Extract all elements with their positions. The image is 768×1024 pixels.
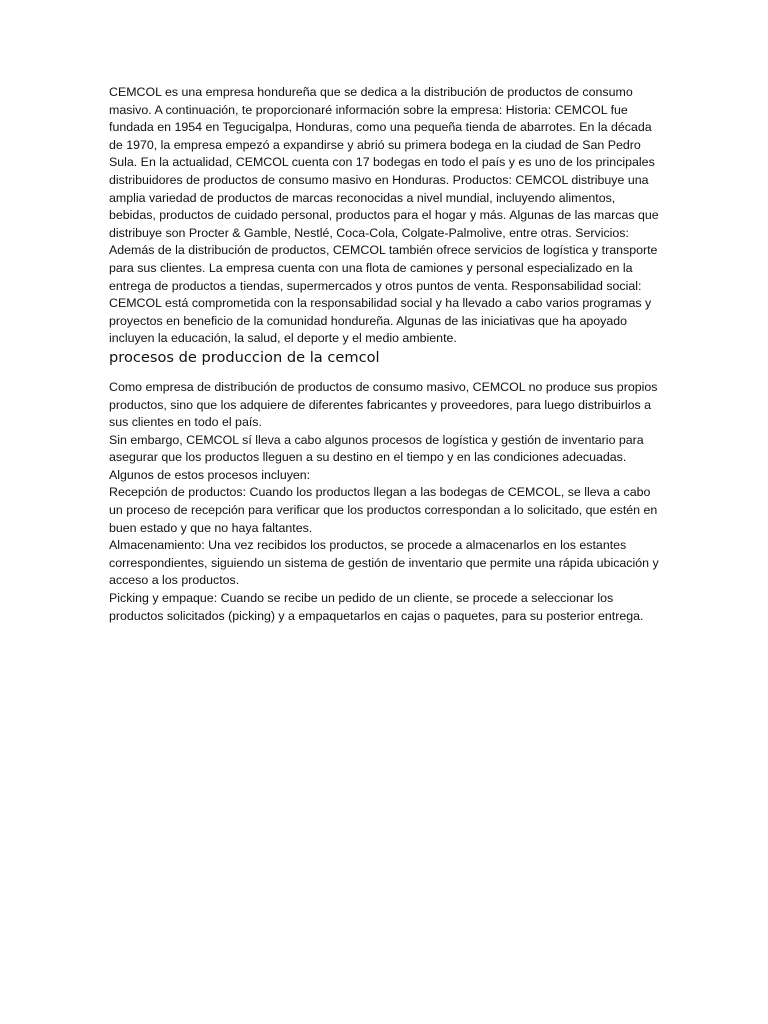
section-heading: procesos de produccion de la cemcol (109, 348, 380, 366)
paragraph-overview: Como empresa de distribución de productos de consumo masivo, CEMCOL no produce sus propios productos, sino que los adquiere de diferentes fabricantes y proveedores, para luego distribuirlos a sus clientes en todo el país. (109, 379, 658, 430)
paragraph-reception: Recepción de productos: Cuando los productos llegan a las bodegas de CEMCOL, se lleva a cabo un proceso de recepción para verificar que los productos correspondan a lo solicitado, que estén en buen estado y que no haya faltantes. (109, 485, 658, 535)
paragraph-storage: Almacenamiento: Una vez recibidos los productos, se procede a almacenarlos en los estantes correspondientes, siguiendo un sistema de gestión de inventario que permite una rápida ubicación y acceso a los productos. (109, 538, 659, 588)
paragraph-picking: Picking y empaque: Cuando se recibe un pedido de un cliente, se procede a seleccionar los productos solicitados (picking) y a empaquetarlos en cajas o paquetes, para su posterior entrega. (109, 591, 644, 623)
document-page (109, 84, 661, 625)
paragraph-logistics: Sin embargo, CEMCOL sí lleva a cabo algunos procesos de logística y gestión de inventario para asegurar que los productos lleguen a su destino en el tiempo y en las condiciones adecuadas. Algunos de estos procesos incluyen: (109, 432, 644, 482)
intro-paragraph: CEMCOL es una empresa hondureña que se dedica a la distribución de productos de consumo masivo. A continuación, te proporcionaré información sobre la empresa: Historia: CEMCOL fue fundada en 1954 en Tegucigalpa, Honduras, como una pequeña tienda de abarrotes. En la década de 1970, la empresa empezó a expandirse y abrió su primera bodega en la ciudad de San Pedro Sula. En la actualidad, CEMCOL cuenta con 17 bodegas en todo el país y es uno de los principales distribuidores de productos de consumo masivo en Honduras. Productos: CEMCOL distribuye una amplia variedad de productos de marcas reconocidas a nivel mundial, incluyendo alimentos, bebidas, productos de cuidado personal, productos para el hogar y más. Algunas de las marcas que distribuye son Procter & Gamble, Nestlé, Coca-Cola, Colgate-Palmolive, entre otras. Servicios: Además de la distribución de productos, CEMCOL también ofrece servicios de logística y transporte para sus clientes. La empresa cuenta con una flota de camiones y personal especializado en la entrega de productos a tiendas, supermercados y otros puntos de venta. Responsabilidad social: CEMCOL está comprometida con la responsabilidad social y ha llevado a cabo varios programas y proyectos en beneficio de la comunidad hondureña. Algunas de las iniciativas que ha apoyado incluyen la educación, la salud, el deporte y el medio ambiente. (109, 85, 659, 346)
